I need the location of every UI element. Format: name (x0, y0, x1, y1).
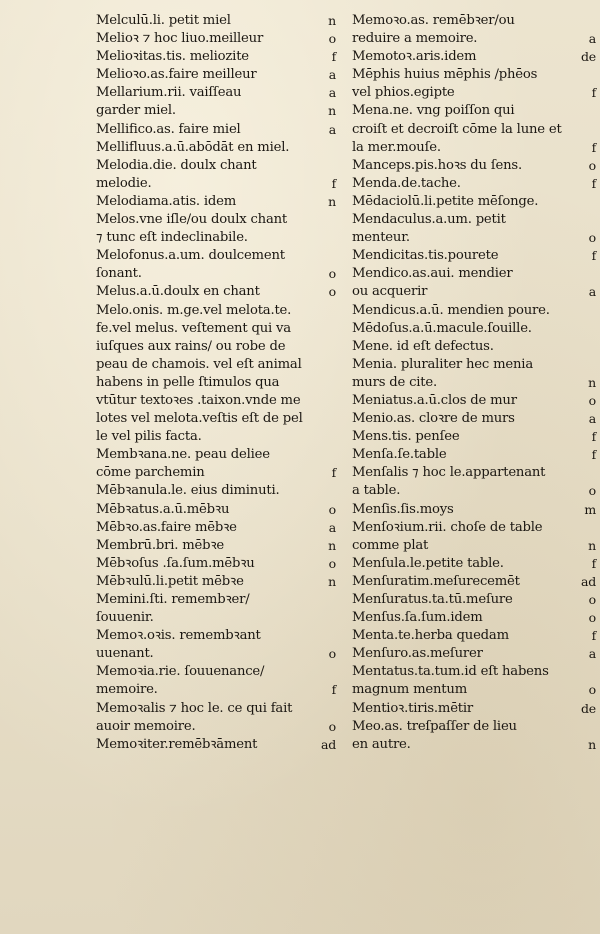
dictionary-line (96, 627, 336, 645)
dictionary-line (96, 12, 336, 30)
entry-text: Mellifluus.a.ū.abōdāt en miel. (96, 139, 290, 155)
entry-text: uuenant. (96, 646, 154, 662)
dictionary-line (96, 84, 336, 102)
dictionary-line (96, 428, 336, 446)
entry-text: reduire a memoire. (352, 31, 478, 47)
entry-text: auoir memoire. (96, 718, 196, 734)
entry-text: Memoꝛiter.remēbꝛāment (96, 736, 258, 752)
dictionary-line (96, 229, 336, 247)
entry-text: vtūtur textoꝛes .taixon.vnde me (96, 392, 301, 408)
entry-text: vel phios.egipte (352, 85, 455, 101)
dictionary-line (352, 302, 592, 320)
dictionary-line (96, 392, 336, 410)
dictionary-line (352, 12, 592, 30)
entry-text: Melos.vne iſle/ou doulx chant (96, 212, 288, 228)
dictionary-line (352, 211, 592, 229)
dictionary-line (352, 482, 596, 500)
entry-text: peau de chamois. vel eſt animal (96, 356, 302, 372)
entry-text: Mēbꝛulū.li.petit mēbꝛe (96, 573, 244, 589)
grammar-marker: n (588, 537, 596, 553)
grammar-marker: a (328, 121, 336, 137)
grammar-marker: o (328, 266, 336, 282)
dictionary-line (352, 374, 596, 392)
dictionary-line (96, 663, 336, 681)
entry-text: Menta.te.herba quedam (352, 628, 509, 644)
entry-text: Mēdoſus.a.ū.macule.ſouille. (352, 320, 532, 336)
grammar-marker: o (588, 157, 596, 173)
entry-text: Memoꝛ.oꝛis. remembꝛant (96, 628, 261, 644)
grammar-marker: o (588, 230, 596, 246)
entry-text: Memotoꝛ.aris.idem (352, 49, 477, 65)
grammar-marker: o (588, 610, 596, 626)
dictionary-line (352, 193, 592, 211)
entry-text: Mentioꝛ.tiris.mētir (352, 700, 474, 716)
dictionary-line (96, 102, 336, 120)
dictionary-line (96, 48, 336, 66)
dictionary-line (352, 645, 596, 663)
dictionary-line (96, 464, 336, 482)
dictionary-line (96, 265, 336, 283)
dictionary-line (96, 139, 336, 157)
dictionary-line (352, 428, 596, 446)
dictionary-line (96, 555, 336, 573)
entry-text: Melodia.die. doulx chant (96, 157, 257, 173)
entry-text: Mendaculus.a.um. petit (352, 212, 506, 228)
dictionary-line (96, 283, 336, 301)
grammar-marker: f (591, 555, 596, 571)
dictionary-line (96, 211, 336, 229)
dictionary-line (352, 48, 596, 66)
grammar-marker: o (328, 646, 336, 662)
dictionary-line (352, 121, 592, 139)
dictionary-line (96, 700, 336, 718)
entry-text: fe.vel melus. veſtement qui va (96, 320, 291, 336)
dictionary-line (352, 573, 596, 591)
grammar-marker: m (584, 501, 596, 517)
entry-text: Melioꝛo.as.faire meilleur (96, 67, 257, 83)
dictionary-line (96, 30, 336, 48)
grammar-marker: a (588, 284, 596, 300)
entry-text: a table. (352, 483, 401, 499)
entry-text: Mens.tis. penſee (352, 429, 460, 445)
dictionary-line (352, 338, 592, 356)
grammar-marker: o (328, 284, 336, 300)
grammar-marker: o (328, 555, 336, 571)
entry-text: ou acquerir (352, 284, 428, 300)
dictionary-line (96, 193, 336, 211)
entry-text: Mendicitas.tis.pourete (352, 248, 499, 264)
entry-text: Menſus.ſa.ſum.idem (352, 610, 483, 626)
entry-text: comme plat (352, 537, 429, 553)
entry-text: le vel pilis facta. (96, 429, 202, 445)
entry-text: iuſques aux rains/ ou robe de (96, 338, 286, 354)
dictionary-line (352, 265, 592, 283)
entry-text: Mendicus.a.ū. mendien poure. (352, 302, 550, 318)
dictionary-line (96, 157, 336, 175)
dictionary-line (96, 645, 336, 663)
entry-text: Menſuratim.meſurecemēt (352, 573, 520, 589)
grammar-marker: a (588, 31, 596, 47)
grammar-marker: f (331, 682, 336, 698)
grammar-marker: f (591, 85, 596, 101)
dictionary-line (352, 663, 592, 681)
grammar-marker: a (328, 67, 336, 83)
entry-text: Memini.ſti. remembꝛer/ (96, 592, 250, 607)
right-column (352, 12, 596, 754)
grammar-marker: f (591, 429, 596, 445)
entry-text: Mentatus.ta.tum.id eſt habens (352, 664, 549, 680)
entry-text: Melculū.li. petit miel (96, 13, 231, 28)
dictionary-line (352, 356, 592, 374)
entry-text: Mēphis huius mēphis /phēos (352, 67, 538, 83)
dictionary-line (352, 102, 592, 120)
entry-text: Manceps.pis.hoꝛs du ſens. (352, 157, 522, 173)
entry-text: Menſalis ⁊ hoc le.appartenant (352, 465, 546, 481)
entry-text: Memoꝛia.rie. ſouuenance/ (96, 664, 265, 680)
dictionary-line (352, 30, 596, 48)
grammar-marker: n (588, 736, 596, 752)
grammar-marker: n (328, 537, 336, 553)
grammar-marker: o (588, 682, 596, 698)
grammar-marker: n (328, 103, 336, 119)
entry-text: Menſoꝛium.rii. choſe de table (352, 519, 543, 535)
grammar-marker: ad (320, 736, 336, 752)
entry-text: Membrū.bri. mēbꝛe (96, 537, 224, 553)
grammar-marker: f (331, 465, 336, 481)
entry-text: Mēbꝛatus.a.ū.mēbꝛu (96, 501, 230, 517)
dictionary-line (96, 66, 336, 84)
grammar-marker: f (591, 175, 596, 191)
dictionary-line (352, 736, 596, 754)
entry-text: cōme parchemin (96, 465, 205, 481)
dictionary-line (352, 229, 596, 247)
entry-text: Mēbꝛanula.le. eius diminuti. (96, 483, 280, 499)
entry-text: Melioꝛitas.tis. meliozite (96, 49, 249, 65)
entry-text: Memoꝛalis ⁊ hoc le. ce qui fait (96, 700, 293, 716)
entry-text: Menſa.ſe.table (352, 447, 447, 463)
entry-text: en autre. (352, 736, 411, 752)
dictionary-line (352, 609, 596, 627)
grammar-marker: o (328, 501, 336, 517)
entry-text: Menda.de.tache. (352, 175, 461, 191)
dictionary-line (352, 591, 596, 609)
grammar-marker: f (331, 175, 336, 191)
entry-text: Melioꝛ ⁊ hoc liuo.meilleur (96, 31, 264, 47)
entry-text: Mēbꝛoſus .ſa.ſum.mēbꝛu (96, 555, 255, 571)
entry-text: Meo.as. treſpaſſer de lieu (352, 718, 517, 734)
dictionary-line (96, 446, 336, 464)
dictionary-line (352, 410, 596, 428)
entry-text: habens in pelle ſtimulos qua (96, 374, 280, 390)
entry-text: Mēdaciolū.li.petite mēſonge. (352, 193, 539, 209)
dictionary-line (352, 157, 596, 175)
entry-text: Mendico.as.aui. mendier (352, 266, 513, 282)
dictionary-line (96, 121, 336, 139)
dictionary-line (352, 501, 596, 519)
dictionary-line (352, 537, 596, 555)
grammar-marker: f (591, 628, 596, 644)
dictionary-line (352, 700, 596, 718)
dictionary-line (96, 482, 336, 500)
dictionary-line (96, 410, 336, 428)
dictionary-line (96, 591, 336, 609)
dictionary-line (96, 736, 336, 754)
entry-text: Mellifico.as. faire miel (96, 121, 241, 137)
dictionary-line (96, 338, 336, 356)
grammar-marker: n (328, 193, 336, 209)
dictionary-line (96, 302, 336, 320)
entry-text: Menſuro.as.meſurer (352, 646, 483, 662)
dictionary-line (352, 519, 592, 537)
entry-text: la mer.mouſe. (352, 139, 441, 155)
grammar-marker: de (581, 49, 596, 65)
grammar-marker: o (328, 31, 336, 47)
grammar-marker: f (591, 139, 596, 155)
dictionary-line (352, 283, 596, 301)
entry-text: Menio.as. cloꝛre de murs (352, 411, 515, 427)
dictionary-line (96, 519, 336, 537)
grammar-marker: n (328, 13, 336, 28)
entry-text: Menia. pluraliter hec menia (352, 356, 533, 372)
dictionary-line (352, 718, 592, 736)
entry-text: ſouuenir. (96, 610, 154, 626)
entry-text: Melo.onis. m.ge.vel melota.te. (96, 302, 292, 318)
entry-text: Menſis.ſis.moys (352, 501, 454, 517)
dictionary-line (352, 555, 596, 573)
entry-text: ſonant. (96, 266, 142, 282)
entry-text: Melofonus.a.um. doulcement (96, 248, 285, 264)
grammar-marker: f (591, 447, 596, 463)
dictionary-line (352, 446, 596, 464)
entry-text: memoire. (96, 682, 158, 698)
dictionary-line (96, 320, 336, 338)
dictionary-line (352, 464, 592, 482)
entry-text: Mēbꝛo.as.faire mēbꝛe (96, 519, 237, 535)
dictionary-line (96, 175, 336, 193)
dictionary-line (352, 247, 596, 265)
grammar-marker: o (588, 392, 596, 408)
grammar-marker: o (588, 483, 596, 499)
entry-text: garder miel. (96, 103, 176, 119)
entry-text: Mena.ne. vng poiſſon qui (352, 103, 515, 119)
entry-text: Memoꝛo.as. remēbꝛer/ou (352, 13, 515, 28)
dictionary-line (352, 175, 596, 193)
entry-text: Mene. id eſt defectus. (352, 338, 494, 354)
dictionary-line (352, 392, 596, 410)
dictionary-line (96, 501, 336, 519)
left-column (96, 12, 336, 754)
entry-text: Melus.a.ū.doulx en chant (96, 284, 260, 300)
dictionary-line (96, 247, 336, 265)
dictionary-line (352, 84, 596, 102)
grammar-marker: a (328, 519, 336, 535)
entry-text: Melodiama.atis. idem (96, 193, 237, 209)
entry-text: murs de cite. (352, 374, 437, 390)
entry-text: Menſuratus.ta.tū.meſure (352, 592, 513, 607)
grammar-marker: o (588, 592, 596, 607)
grammar-marker: n (328, 573, 336, 589)
dictionary-line (96, 537, 336, 555)
dictionary-line (352, 66, 592, 84)
grammar-marker: a (588, 646, 596, 662)
dictionary-line (96, 356, 336, 374)
grammar-marker: n (588, 374, 596, 390)
dictionary-line (96, 609, 336, 627)
entry-text: menteur. (352, 230, 410, 246)
entry-text: ⁊ tunc eſt indeclinabile. (96, 230, 248, 246)
grammar-marker: f (591, 248, 596, 264)
grammar-marker: o (328, 718, 336, 734)
grammar-marker: ad (580, 573, 596, 589)
entry-text: Mellarium.rii. vaiſſeau (96, 85, 242, 101)
entry-text: Menſula.le.petite table. (352, 555, 504, 571)
dictionary-line (352, 627, 596, 645)
dictionary-line (352, 681, 596, 699)
dictionary-line (352, 139, 596, 157)
grammar-marker: a (588, 411, 596, 427)
entry-text: magnum mentum (352, 682, 467, 698)
dictionary-line (352, 320, 592, 338)
entry-text: croiſt et decroiſt cōme la lune et (352, 121, 562, 137)
dictionary-line (96, 718, 336, 736)
grammar-marker: f (331, 49, 336, 65)
entry-text: lotes vel melota.veſtis eſt de pel (96, 411, 303, 427)
entry-text: melodie. (96, 175, 152, 191)
entry-text: Meniatus.a.ū.clos de mur (352, 392, 517, 408)
grammar-marker: a (328, 85, 336, 101)
dictionary-line (96, 573, 336, 591)
dictionary-line (96, 681, 336, 699)
entry-text: Membꝛana.ne. peau deliee (96, 447, 270, 463)
grammar-marker: de (581, 700, 596, 716)
dictionary-line (96, 374, 336, 392)
